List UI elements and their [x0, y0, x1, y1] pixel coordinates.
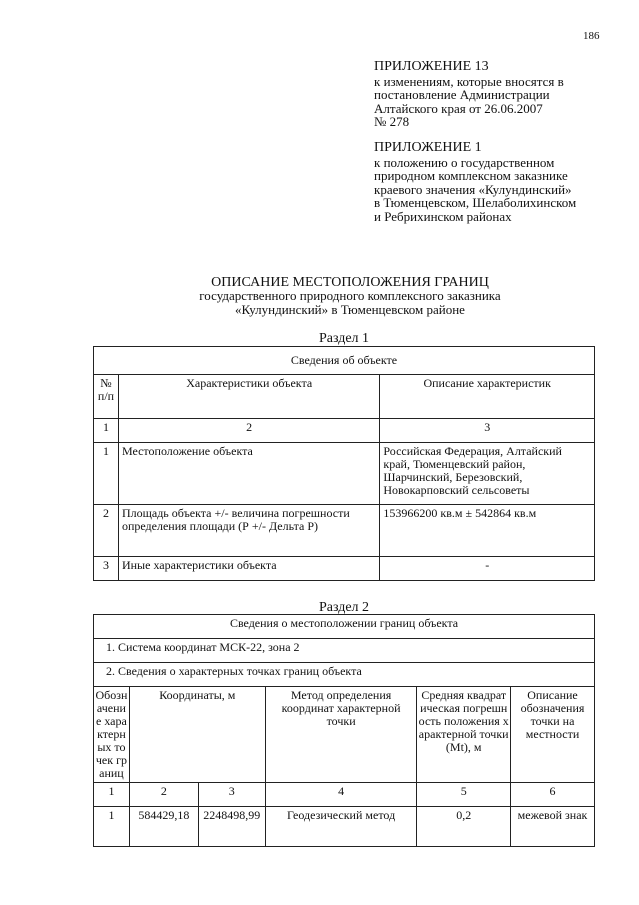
row-description: Российская Федерация, Алтайский край, Тюменцевский район, Шарчинский, Березовский, Новокарповский сельсоветы: [380, 443, 595, 505]
col-char-header: Характеристики объекта: [118, 375, 379, 419]
row-characteristic: Местоположение объекта: [118, 443, 379, 505]
row-number: 3: [94, 557, 119, 581]
col-num-header: № п/п: [94, 375, 119, 419]
document-subtitle-line: «Кулундинский» в Тюменцевском районе: [235, 302, 465, 317]
object-info-table: [93, 346, 595, 581]
mark-cell: межевой знак: [511, 807, 595, 847]
col-desc-header: Описание характеристик: [380, 375, 595, 419]
annex-1-line: краевого значения «Кулундинский»: [374, 181, 572, 197]
table-row: [94, 557, 595, 581]
annex-1-line: и Ребрихинском районах: [374, 208, 512, 224]
annex-13-line: постановление Администрации: [374, 87, 550, 102]
annex-13-title: ПРИЛОЖЕНИЕ 13: [374, 59, 489, 74]
col-method-header: Метод определения координат характерной точки: [265, 687, 417, 783]
coord-x: 584429,18: [129, 807, 198, 847]
points-info-row: 2. Сведения о характерных точках границ объекта: [94, 663, 595, 687]
document-subtitle-line: государственного природного комплексного заказника: [199, 288, 501, 303]
annex-1-line: в Тюменцевском, Шелаболихинском: [374, 195, 577, 210]
col-error-header: Средняя квадратическая погрешность положения характерной точки (Mt), м: [417, 687, 511, 783]
index-cell: 5: [417, 783, 511, 807]
row-number: 2: [94, 505, 119, 557]
object-info-header: Сведения об объекте: [94, 347, 595, 375]
index-cell: 3: [380, 419, 595, 443]
col-mark-header: Описание обозначения точки на местности: [511, 687, 595, 783]
annex-1-line: природном комплексном заказнике: [374, 168, 568, 183]
annex-13-line: Алтайского края от 26.06.2007: [374, 100, 543, 116]
annex-13-block: [374, 60, 564, 129]
boundary-info-header: Сведения о местоположении границ объекта: [94, 615, 595, 639]
index-cell: 2: [118, 419, 379, 443]
index-cell: 6: [511, 783, 595, 807]
col-point-header: Обозначение характерных точек границ: [94, 687, 130, 783]
error-cell: 0,2: [417, 807, 511, 847]
index-cell: 1: [94, 419, 119, 443]
method-cell: Геодезический метод: [265, 807, 417, 847]
annex-13-line: № 278: [374, 114, 410, 129]
table-row: [94, 807, 595, 847]
page-number: 186: [583, 30, 600, 42]
col-coords-header: Координаты, м: [129, 687, 265, 783]
annex-1-title: ПРИЛОЖЕНИЕ 1: [374, 140, 482, 155]
row-description: 153966200 кв.м ± 542864 кв.м: [380, 505, 595, 557]
coordinate-system-row: 1. Система координат МСК-22, зона 2: [94, 639, 595, 663]
row-characteristic: Площадь объекта +/- величина погрешности определения площади (Р +/- Дельта Р): [118, 505, 379, 557]
row-number: 1: [94, 443, 119, 505]
document-subtitle: [100, 289, 600, 317]
section-1-label: Раздел 1: [318, 331, 370, 346]
boundary-info-table: [93, 614, 595, 847]
index-cell: 1: [94, 783, 130, 807]
index-cell: 3: [198, 783, 265, 807]
index-cell: 4: [265, 783, 417, 807]
table-row: [94, 443, 595, 505]
annex-1-line: к положению о государственном: [374, 154, 555, 170]
section-2-label: Раздел 2: [318, 600, 370, 615]
index-cell: 2: [129, 783, 198, 807]
row-description: -: [380, 557, 595, 581]
annex-13-line: к изменениям, которые вносятся в: [374, 73, 564, 89]
coord-y: 2248498,99: [198, 807, 265, 847]
annex-1-block: [374, 141, 576, 223]
document-title: ОПИСАНИЕ МЕСТОПОЛОЖЕНИЯ ГРАНИЦ: [211, 275, 489, 290]
row-characteristic: Иные характеристики объекта: [118, 557, 379, 581]
point-id: 1: [94, 807, 130, 847]
table-row: [94, 505, 595, 557]
